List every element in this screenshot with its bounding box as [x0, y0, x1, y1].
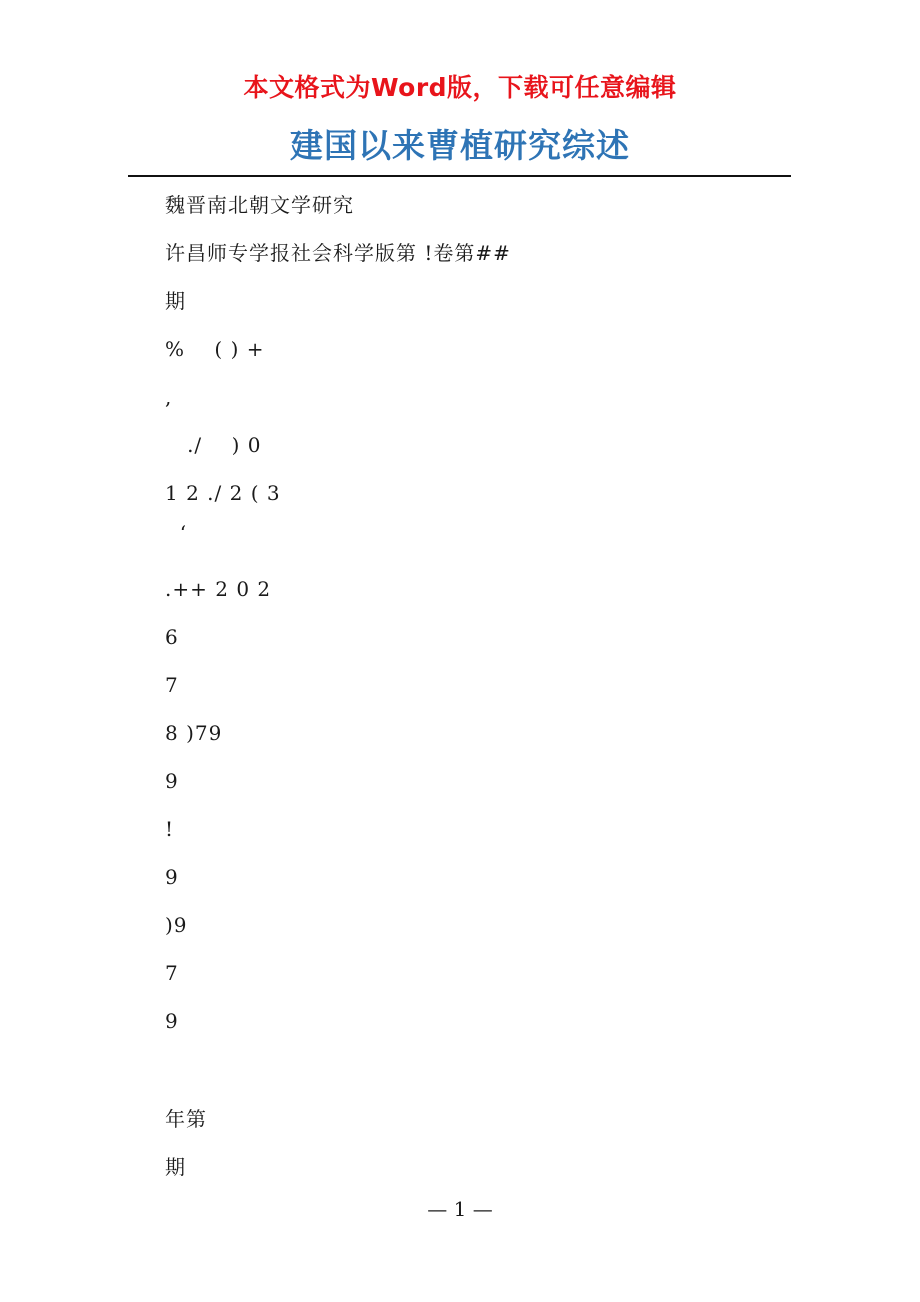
- body-line: ./ ) 0: [165, 433, 262, 457]
- body-line: 7: [165, 673, 179, 697]
- body-line: 年第: [165, 1107, 207, 1131]
- body-line: ‘: [165, 521, 188, 545]
- body-line: ,: [165, 385, 173, 409]
- body-line: .++ 2 0 2: [165, 577, 272, 601]
- body-line: 6: [165, 625, 179, 649]
- body-line: 8 )79: [165, 721, 223, 745]
- body-line: 9: [165, 769, 179, 793]
- body-line: % ( ) +: [165, 337, 265, 361]
- page-number: — 1 —: [427, 1197, 493, 1221]
- body-line: 7: [165, 961, 179, 985]
- body-line: 9: [165, 1009, 179, 1033]
- header-rule: [128, 175, 791, 177]
- document-title: 建国以来曹植研究综述: [290, 126, 630, 165]
- body-line: 期: [165, 289, 186, 313]
- body-line: !: [165, 817, 175, 841]
- body-line: 1 2 ./ 2 ( 3: [165, 481, 281, 505]
- body-line: 9: [165, 865, 179, 889]
- banner-notice: 本文格式为Word版，下载可任意编辑: [243, 73, 677, 102]
- body-line: 许昌师专学报社会科学版第 !卷第##: [165, 241, 511, 265]
- body-line: )9: [165, 913, 188, 937]
- body-line: 期: [165, 1155, 186, 1179]
- body-line: 魏晋南北朝文学研究: [165, 193, 354, 217]
